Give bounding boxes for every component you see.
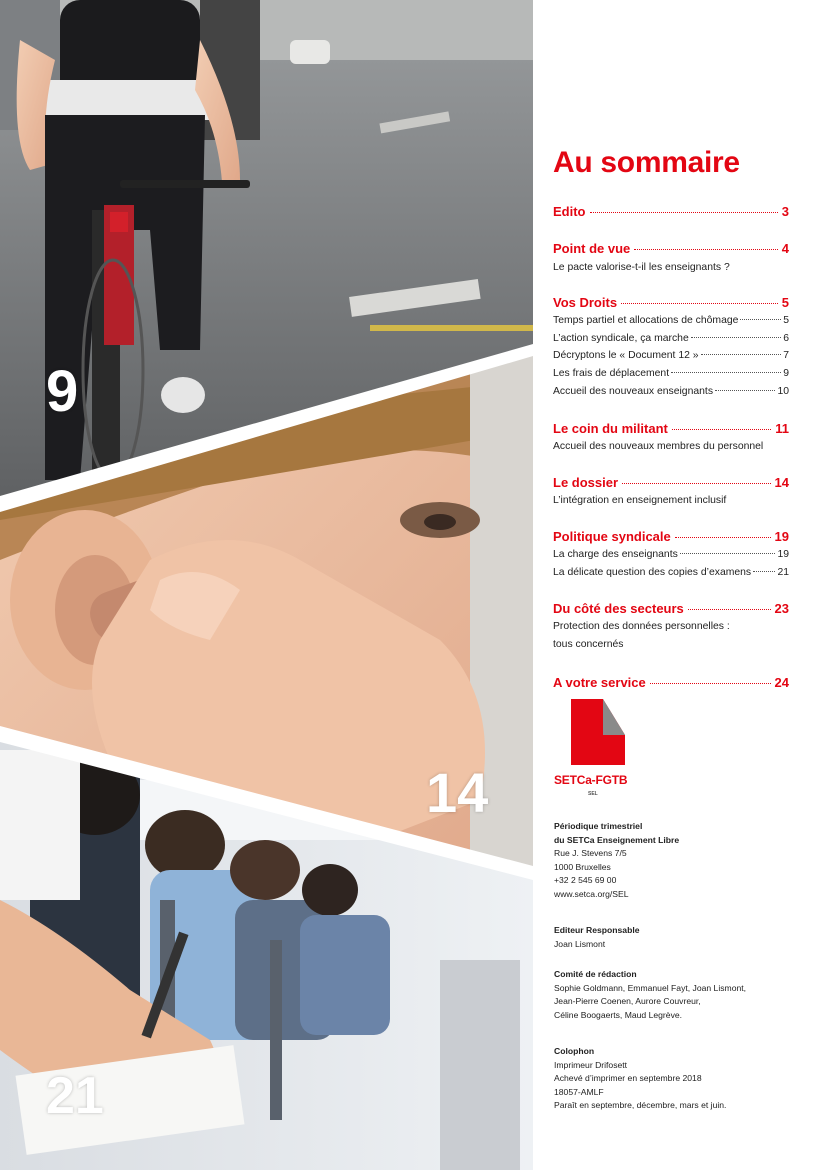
toc-section-label: Le dossier: [553, 475, 619, 490]
toc-item[interactable]: Accueil des nouveaux membres du personnel: [553, 441, 764, 452]
publisher-line: Rue J. Stevens 7/5: [554, 848, 627, 858]
logo-name: SETCa-FGTB: [554, 773, 628, 787]
toc-item-page: 10: [777, 386, 789, 397]
toc-item-label: Temps partiel et allocations de chômage: [553, 315, 739, 326]
publisher-line: Périodique trimestriel: [554, 821, 643, 831]
toc-section-label: Politique syndicale: [553, 529, 671, 544]
toc-section-edito[interactable]: [553, 204, 789, 219]
editor-name: Joan Lismont: [554, 938, 606, 949]
toc-section-a-votre-service[interactable]: [553, 675, 789, 690]
toc-item-page: 19: [777, 549, 789, 560]
editor-heading: Editeur Responsable: [554, 925, 640, 935]
toc-item[interactable]: [553, 386, 789, 397]
toc-item-label: Accueil des nouveaux enseignants: [553, 386, 714, 397]
page-number-9-label: 9: [46, 359, 79, 424]
toc-item[interactable]: [553, 333, 789, 344]
toc-item[interactable]: [553, 549, 789, 560]
toc-item[interactable]: [553, 567, 789, 578]
toc-item-label: La délicate question des copies d’examens: [553, 567, 752, 578]
toc-item-page: 7: [783, 350, 789, 361]
toc-section-label: Le coin du militant: [553, 421, 668, 436]
toc-section-page: 19: [774, 529, 789, 544]
publisher-line[interactable]: www.setca.org/SEL: [554, 888, 629, 899]
toc-item-label: Les frais de déplacement: [553, 368, 670, 379]
toc-item-label: La charge des enseignants: [553, 549, 678, 560]
toc-title: Au sommaire: [553, 146, 740, 179]
toc-section-label: Edito: [553, 204, 586, 219]
toc-section-cote-des-secteurs[interactable]: [553, 601, 789, 616]
editor-info: [554, 924, 794, 951]
toc-section-page: 11: [775, 421, 789, 436]
toc-section-page: 24: [774, 675, 789, 690]
committee-line: Sophie Goldmann, Emmanuel Fayt, Joan Lismont,: [554, 982, 747, 993]
toc-item-label: L’action syndicale, ça marche: [553, 333, 689, 344]
logo-sub: SEL: [588, 791, 598, 797]
toc-item-label: Décryptons le « Document 12 »: [553, 350, 699, 361]
setca-logo-icon: [563, 697, 633, 767]
toc-item-page: 6: [783, 333, 789, 344]
colophon-line: 18057-AMLF: [554, 1086, 604, 1097]
colophon-line: Achevé d’imprimer en septembre 2018: [554, 1073, 702, 1083]
toc-section-le-dossier[interactable]: [553, 475, 789, 490]
committee-line: Jean-Pierre Coenen, Aurore Couvreur,: [554, 996, 701, 1006]
toc-item-page: 9: [783, 368, 789, 379]
colophon-line: Paraît en septembre, décembre, mars et juin.: [554, 1100, 727, 1110]
toc-section-coin-du-militant[interactable]: [553, 421, 789, 436]
toc-section-page: 23: [774, 601, 789, 616]
publisher-line: 1000 Bruxelles: [554, 861, 611, 872]
toc-item[interactable]: [553, 315, 789, 326]
toc-section-page: 14: [774, 475, 789, 490]
toc-section-label: Point de vue: [553, 241, 631, 256]
toc-section-label: A votre service: [553, 675, 646, 690]
toc-item[interactable]: tous concernés: [553, 639, 624, 650]
publisher-line: du SETCa Enseignement Libre: [554, 834, 680, 845]
toc-item[interactable]: Protection des données personnelles :: [553, 621, 730, 632]
colophon-heading: Colophon: [554, 1046, 595, 1056]
toc-section-point-de-vue[interactable]: [553, 241, 789, 256]
toc-item[interactable]: [553, 368, 789, 379]
page-number-21-label: 21: [46, 1067, 104, 1125]
toc-section-label: Du côté des secteurs: [553, 601, 684, 616]
toc-section-label: Vos Droits: [553, 295, 618, 310]
toc-section-politique-syndicale[interactable]: [553, 529, 789, 544]
colophon-line: Imprimeur Drifosett: [554, 1059, 628, 1070]
committee-info: [554, 968, 794, 1022]
publisher-info: [554, 820, 794, 901]
committee-heading: Comité de rédaction: [554, 969, 637, 979]
toc-section-page: 5: [781, 295, 789, 310]
committee-line: Céline Boogaerts, Maud Legrève.: [554, 1009, 683, 1020]
toc-item-page: 5: [783, 315, 789, 326]
publisher-line: +32 2 545 69 00: [554, 875, 617, 885]
toc-section-page: 3: [781, 204, 789, 219]
toc-section-vos-droits[interactable]: [553, 295, 789, 310]
page-number-14-label: 14: [426, 761, 489, 824]
toc-item[interactable]: [553, 350, 789, 361]
toc-item[interactable]: Le pacte valorise-t-il les enseignants ?: [553, 262, 730, 273]
toc-item-page: 21: [777, 567, 789, 578]
toc-item[interactable]: L’intégration en enseignement inclusif: [553, 495, 727, 506]
toc-section-page: 4: [781, 241, 789, 256]
colophon-info: [554, 1045, 794, 1113]
